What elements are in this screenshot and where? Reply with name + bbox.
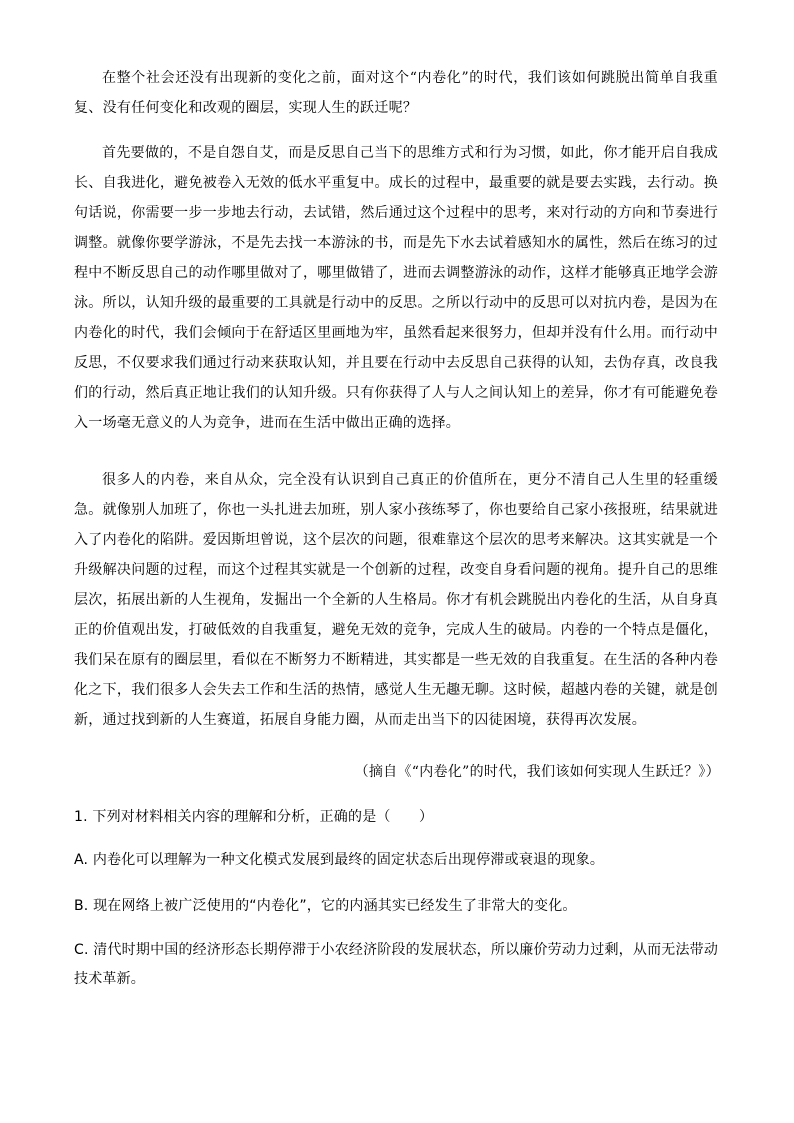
question-option-a: A. 内卷化可以理解为一种文化模式发展到最终的固定状态后出现停滞或衰退的现象。 xyxy=(74,852,605,868)
passage-paragraph-1: 在整个社会还没有出现新的变化之前，面对这个“内卷化”的时代，我们该如何跳脱出简单自我重复、没有任何变化和改观的圈层，实现人生的跃迁呢？ xyxy=(74,70,718,116)
passage-paragraph-3: 很多人的内卷，来自从众，完全没有认识到自己真正的价值所在，更分不清自己人生里的轻重缓急。就像别人加班了，你也一头扎进去加班，别人家小孩练琴了，你也要给自己家小孩报班，结果就进入了内卷化的陷阱。爱因斯坦曾说，这个层次的问题，很难靠这个层次的思考来解决。这其实就是一个升级解决问题的过程，而这个过程其实就是一个创新的过程，改变自身看问题的视角。提升自己的思维层次，拓展出新的人生视角，发掘出一个全新的人生格局。你才有机会跳脱出内卷化的生活，从自身真正的价值观出发，打破低效的自我重复，避免无效的竞争，完成人生的破局。内卷的一个特点是僵化，我们呆在原有的圈层里，看似在不断努力不断精进，其实都是一些无效的自我重复。在生活的各种内卷化之下，我们很多人会失去工作和生活的热情，感觉人生无趣无聊。这时候，超越内卷的关键，就是创新，通过找到新的人生赛道，拓展自身能力圈，从而走出当下的囚徒困境，获得再次发展。 xyxy=(74,472,718,728)
passage-source: （摘自《“内卷化”的时代，我们该如何实现人生跃迁？》） xyxy=(354,764,720,780)
question-option-c: C. 清代时期中国的经济形态长期停滞于小农经济阶段的发展状态，所以廉价劳动力过剩，从而无法带动技术革新。 xyxy=(74,942,719,987)
passage-paragraph-2: 首先要做的，不是自怨自艾，而是反思自己当下的思维方式和行为习惯，如此，你才能开启自我成长、自我进化，避免被卷入无效的低水平重复中。成长的过程中，最重要的就是要去实践，去行动。换句话说，你需要一步一步地去行动，去试错，然后通过这个过程中的思考，来对行动的方向和节奏进行调整。就像你要学游泳，不是先去找一本游泳的书，而是先下水去试着感知水的属性，然后在练习的过程中不断反思自己的动作哪里做对了，哪里做错了，进而去调整游泳的动作，这样才能够真正地学会游泳。所以，认知升级的最重要的工具就是行动中的反思。之所以行动中的反思可以对抗内卷，是因为在内卷化的时代，我们会倾向于在舒适区里画地为牢，虽然看起来很努力，但却并没有什么用。而行动中反思，不仅要求我们通过行动来获取认知，并且要在行动中去反思自己获得的认知，去伪存真，改良我们的行动，然后真正地让我们的认知升级。只有你获得了人与人之间认知上的差异，你才有可能避免卷入一场毫无意义的人为竞争，进而在生活中做出正确的选择。 xyxy=(74,145,718,431)
question-option-b: B. 现在网络上被广泛使用的“内卷化”，它的内涵其实已经发生了非常大的变化。 xyxy=(74,898,577,914)
question-stem: 1. 下列对材料相关内容的理解和分析，正确的是（ ） xyxy=(74,809,434,825)
